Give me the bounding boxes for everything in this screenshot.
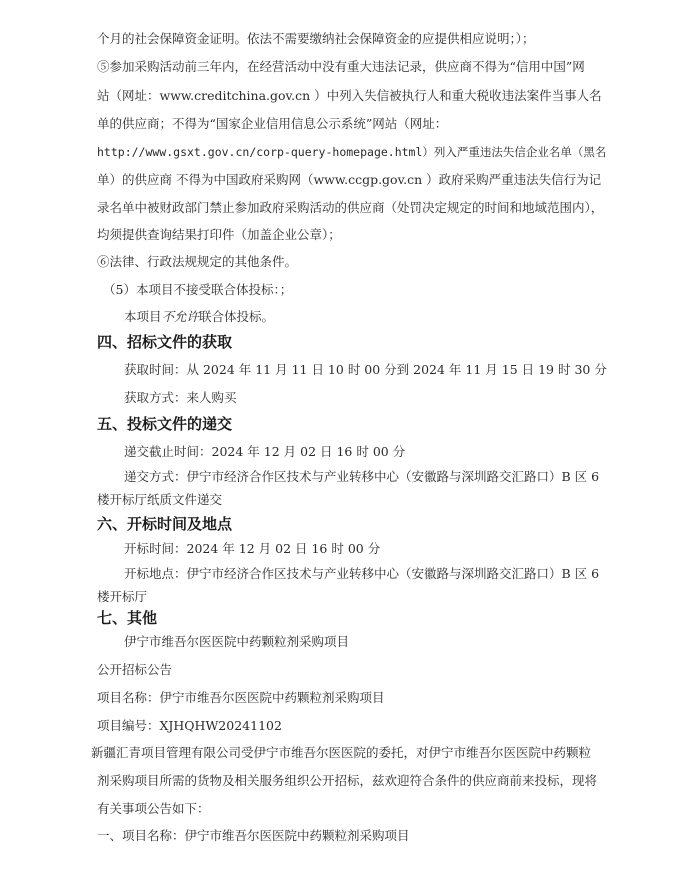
section-5-deadline: 递交截止时间：2024 年 12 月 02 日 16 时 00 分 [124,444,406,459]
text-line-9: ⑥法律、行政法规规定的其他条件。 [97,254,298,269]
section-6-place-1: 开标地点：伊宁市经济合作区技术与产业转移中心（安徽路与深圳路交汇路口）B 区 6 [124,566,600,581]
section-6-place-2: 楼开标厅 [97,589,148,604]
section-4-heading: 四、招标文件的获取 [97,333,233,351]
section-7-project-title: 伊宁市维吾尔医医院中药颗粒剂采购项目 [124,634,350,649]
section-7-body-1: 新疆汇青项目管理有限公司受伊宁市维吾尔医医院的委托，对伊宁市维吾尔医医院中药颗粒 [91,745,592,760]
section-6-time: 开标时间：2024 年 12 月 02 日 16 时 00 分 [124,541,381,556]
section-7-project-name: 项目名称：伊宁市维吾尔医医院中药颗粒剂采购项目 [97,690,385,705]
text-line-11-a: 本项目 [124,309,162,324]
section-4-method: 获取方式：来人购买 [124,390,237,405]
section-7-notice: 公开招标公告 [97,662,173,677]
section-7-item-1: 一、项目名称：伊宁市维吾尔医医院中药颗粒剂采购项目 [97,828,410,843]
text-line-11-c: 联合体投标。 [199,309,275,324]
text-line-10: （5）本项目不接受联合体投标：； [103,282,293,297]
text-line-8: 均须提供查询结果打印件（加盖企业公章）； [97,227,341,242]
section-7-project-code: 项目编号：XJHQHW20241102 [97,718,282,733]
text-line-1: 个月的社会保障资金证明。依法不需要缴纳社会保障资金的应提供相应说明；）； [97,31,535,46]
text-line-11-b: 不允许 [161,309,200,324]
text-line-3: 站（网址：www.creditchina.gov.cn ）中列入失信被执行人和重大税收违法案件当事人名 [97,88,602,103]
text-line-6: 单）的供应商 不得为中国政府采购网（www.ccgp.gov.cn ）政府采购严重违法失信行为记 [97,172,602,187]
text-line-5: http://www.gsxt.gov.cn/corp-query-homepage.html）列入严重违法失信企业名单（黑名 [97,145,607,159]
section-7-body-3: 有关事项公告如下： [97,801,210,816]
text-line-2: ⑤参加采购活动前三年内，在经营活动中没有重大违法记录，供应商不得为“信用中国”网 [97,59,585,74]
section-7-heading: 七、其他 [97,609,158,627]
section-5-method-1: 递交方式：伊宁市经济合作区技术与产业转移中心（安徽路与深圳路交汇路口）B 区 6 [124,469,600,484]
section-4-time: 获取时间：从 2024 年 11 月 11 日 10 时 00 分到 2024 年 11 月 15 日 19 时 30 分 [124,362,607,377]
text-line-11 [124,309,274,325]
section-6-heading: 六、开标时间及地点 [97,515,233,533]
section-5-heading: 五、投标文件的递交 [97,415,233,433]
text-line-4: 单的供应商；不得为“国家企业信用信息公示系统”网站（网址： [97,116,448,131]
text-line-7: 录名单中被财政部门禁止参加政府采购活动的供应商（处罚决定规定的时间和地域范围内）， [97,200,604,215]
section-7-body-2: 剂采购项目所需的货物及相关服务组织公开招标，兹欢迎符合条件的供应商前来投标，现将 [97,773,598,788]
section-5-method-2: 楼开标厅纸质文件递交 [97,492,223,507]
